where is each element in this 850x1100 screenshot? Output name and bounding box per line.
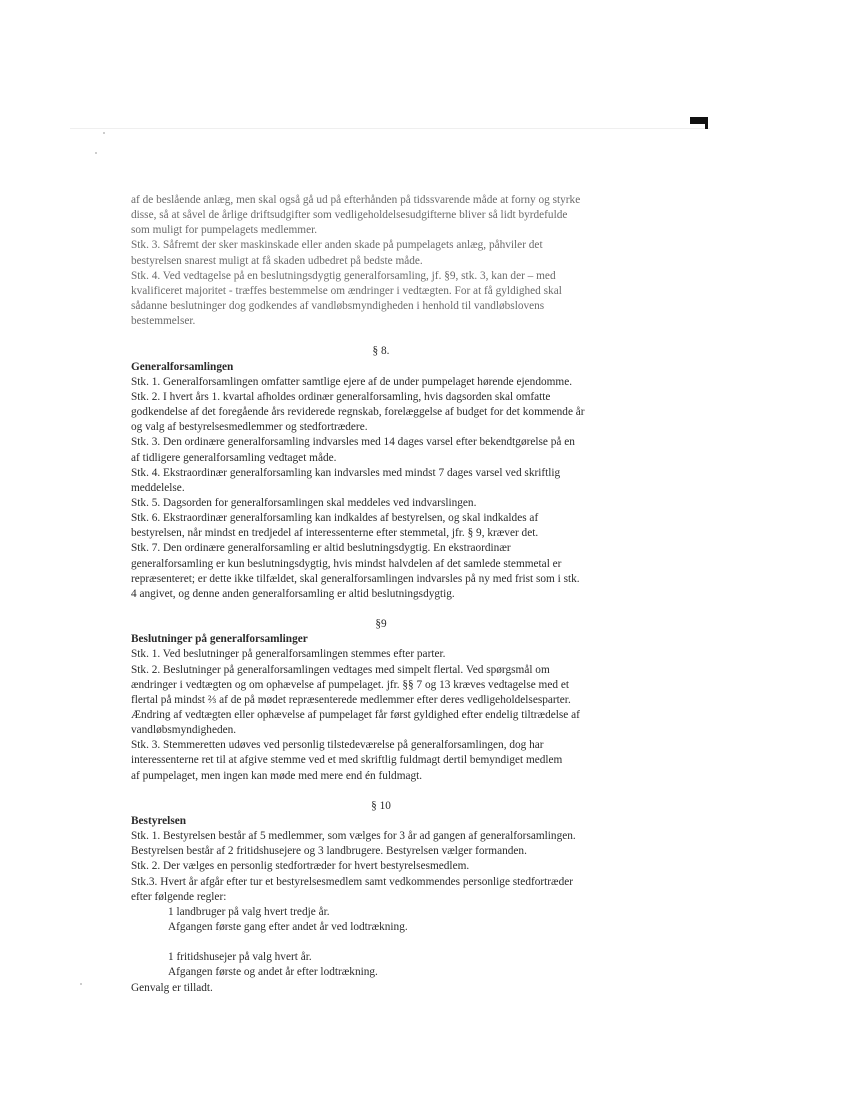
text-line: Stk. 6. Ekstraordinær generalforsamling kan indkaldes af bestyrelsen, og skal indkaldes af (131, 512, 539, 525)
text-line: af de beslående anlæg, men skal også gå ud på efterhånden på tidssvarende måde at forny og styrke (131, 194, 581, 206)
text-line: Stk. 3. Såfremt der sker maskinskade eller anden skade på pumpelagets anlæg, påhviler det (131, 239, 543, 252)
text-line: Ændring af vedtægten eller ophævelse af pumpelaget får først gyldighed efter endelig tiltrædelse af (131, 709, 580, 721)
text-line: og valg af bestyrelsesmedlemmer og stedfortrædere. (131, 421, 368, 434)
text-line: 4 angivet, og denne anden generalforsamling er altid beslutningsdygtig. (131, 587, 455, 600)
text-line: repræsenteret; er dette ikke tilfældet, skal generalforsamlingen indvarsles på ny med frist som i stk. (131, 572, 580, 585)
top-fragment (131, 193, 631, 329)
text-line: Stk. 3. Stemmeretten udøves ved personlig tilstedeværelse på generalforsamlingen, dog har (131, 739, 544, 752)
text-line: af pumpelaget, men ingen kan møde med mere end én fuldmagt. (131, 769, 423, 782)
text-line: Stk. 5. Dagsorden for generalforsamlingen skal meddeles ved indvarslingen. (131, 496, 477, 509)
text-line: af tidligere generalforsamling vedtaget måde. (131, 451, 337, 464)
section-number: § 8. (372, 345, 390, 358)
rule-line: 1 landbruger på valg hvert tredje år. (168, 905, 330, 918)
text-line: disse, så at såvel de årlige driftsudgifter som vedligeholdelsesudgifterne bliver så lidt byrdefulde (131, 209, 568, 222)
scan-speck (103, 132, 105, 134)
section-9 (131, 617, 631, 784)
text-line: kvalificeret majoritet - træffes bestemmelse om ændringer i vedtægten. For at få gyldighed skal (131, 284, 562, 297)
section-title: Generalforsamlingen (131, 360, 234, 373)
text-line: bestyrelsen, når mindst en tredjedel af interessenterne efter stemmetal, jfr. § 9, kræver det. (131, 527, 539, 540)
text-line: flertal på mindst ⅔ af de på mødet repræsenterede medlemmer efter deres vedligeholdelsesparter. (131, 693, 571, 706)
section-number: §9 (375, 618, 387, 631)
text-line: sådanne beslutninger dog godkendes af vandløbsmyndigheden i henhold til vandløbslovens (131, 300, 545, 313)
section-title: Bestyrelsen (131, 814, 187, 827)
text-line: interessenterne ret til at afgive stemme ved et med skriftlig fuldmagt dertil bemyndiget medlem (131, 754, 563, 767)
text-line: Stk. 4. Ved vedtagelse på en beslutningsdygtig generalforsamling, jf. §9, stk. 3, kan der – med (131, 269, 556, 282)
text-line: Stk. 1. Ved beslutninger på generalforsamlingen stemmes efter parter. (131, 648, 446, 661)
text-line: Stk. 3. Den ordinære generalforsamling indvarsles med 14 dages varsel efter bekendtgørelse på en (131, 436, 575, 449)
section-title: Beslutninger på generalforsamlinger (131, 633, 308, 646)
text-line: som muligt for pumpelagets medlemmer. (131, 224, 318, 237)
text-line: ændringer i vedtægten og om ophævelse af pumpelaget. jfr. §§ 7 og 13 kræves vedtagelse med et (131, 678, 569, 691)
text-line: bestemmelser. (131, 315, 196, 328)
text-line: Stk. 1. Generalforsamlingen omfatter samtlige ejere af de under pumpelaget hørende ejendomme. (131, 375, 573, 388)
text-line: bestyrelsen snarest muligt at få skaden udbedret på bedste måde. (131, 254, 423, 267)
rule-line: Afgangen første gang efter andet år ved lodtrækning. (168, 921, 408, 934)
section-8 (131, 344, 631, 602)
text-line: generalforsamling er kun beslutningsdygtig, hvis mindst halvdelen af det samlede stemmetal er (131, 557, 562, 570)
section-number: § 10 (371, 799, 391, 812)
text-line: efter følgende regler: (131, 890, 227, 903)
section-10 (131, 799, 631, 996)
corner-mark (690, 117, 708, 124)
scan-speck (80, 983, 82, 985)
text-line: Bestyrelsen består af 2 fritidshusejere og 3 landbrugere. Bestyrelsen vælger formanden. (131, 845, 527, 858)
text-line: Stk. 2. Beslutninger på generalforsamlingen vedtages med simpelt flertal. Ved spørgsmål om (131, 663, 550, 676)
text-line: Stk. 2. I hvert års 1. kvartal afholdes ordinær generalforsamling, hvis dagsorden skal omfatte (131, 390, 551, 403)
text-line: Stk.3. Hvert år afgår efter tur et bestyrelsesmedlem samt vedkommendes personlige stedfortræder (131, 875, 574, 888)
text-line: Stk. 1. Bestyrelsen består af 5 medlemmer, som vælges for 3 år ad gangen af generalforsamlingen. (131, 830, 576, 843)
text-line: Stk. 2. Der vælges en personlig stedfortræder for hvert bestyrelsesmedlem. (131, 860, 470, 873)
rule-line: Afgangen første og andet år efter lodtrækning. (168, 966, 378, 979)
text-line: meddelelse. (131, 481, 185, 494)
text-line: godkendelse af det foregående års reviderede regnskab, forelæggelse af budget for det kommende år (131, 406, 585, 419)
closing-line: Genvalg er tilladt. (131, 981, 213, 994)
rule-line: 1 fritidshusejer på valg hvert år. (168, 951, 312, 964)
text-line: Stk. 7. Den ordinære generalforsamling er altid beslutningsdygtig. En ekstraordinær (131, 542, 511, 555)
scan-speck (95, 152, 97, 154)
text-line: vandløbsmyndigheden. (131, 724, 237, 737)
document-body (131, 193, 631, 996)
text-line: Stk. 4. Ekstraordinær generalforsamling kan indvarsles med mindst 7 dages varsel ved skriftlig (131, 466, 561, 479)
scan-artifact-line (70, 128, 710, 129)
